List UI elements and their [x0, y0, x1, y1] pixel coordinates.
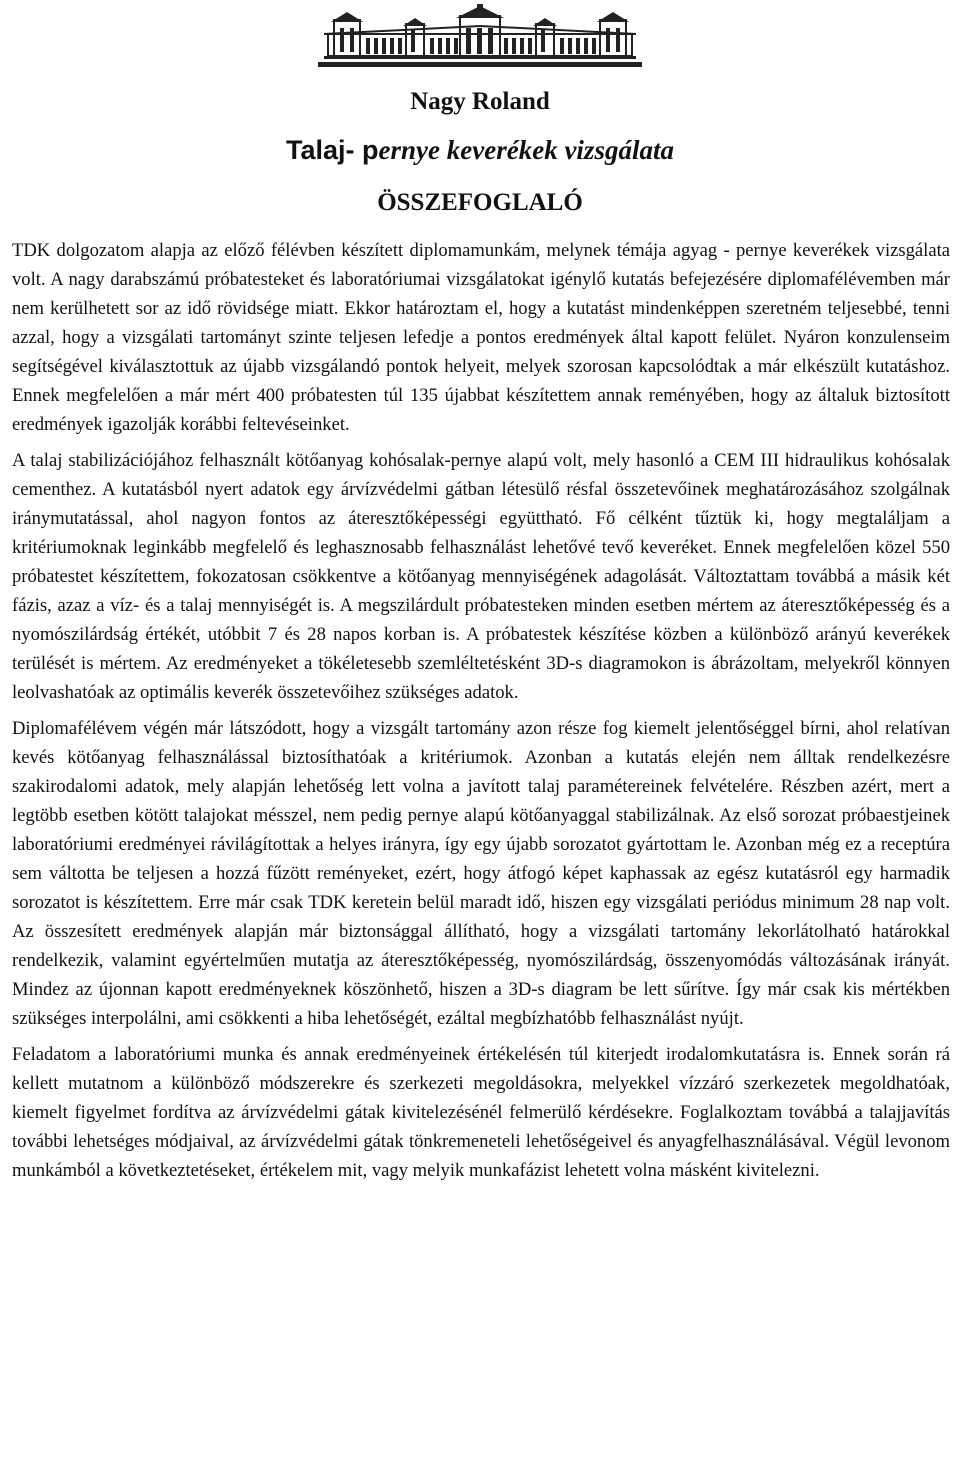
- paragraph: Diplomafélévem végén már látszódott, hogy a vizsgált tartomány azon része fog kiemelt jelentőséggel bírni, ahol relatívan kevés kötőanyag felhasználással biztosíthatóak a kritériumok. Azonban a kutatás elején nem álltak rendelkezésre szakirodalomi adatok, mely alapján lehetőség lett volna a javított talaj paramétereinek felvételére. Részben azért, mert a legtöbb esetben kötött talajokat mésszel, nem pedig pernye alapú kötőanyaggal stabilizálnak. Az első sorozat próbaestjeinek laboratóriumi eredményei rávilágítottak a helyes irányra, így egy újabb sorozatot gyártottam le. Azonban még ez a receptúra sem váltotta be teljesen a hozzá fűzött reményeket, ezért, hogy átfogó képet kaphassak az egész kutatásról egy harmadik sorozatot is készítettem. Erre már csak TDK keretein belül maradt idő, hiszen egy vizsgálati periódus minimum 28 nap volt. Az összesített eredmények alapján már biztonsággal állítható, hogy a vizsgálati tartomány lekorlátolható határokkal rendelkezik, valamint egyértelműen mutatja az áteresztőképesség, nyomószilárdság, összenyomódás változásának irányát. Mindez az újonnan kapott eredményeknek köszönhető, hiszen a 3D-s diagram be lett sűrítve. Így már csak kis mértékben szükséges interpolálni, ami csökkenti a hiba lehetőségét, ezáltal megbízhatóbb felhasználást nyújt.: [12, 718, 950, 1029]
- university-building-logo: [314, 4, 646, 70]
- paragraph: A talaj stabilizációjához felhasznált kötőanyag kohósalak-pernye alapú volt, mely hasonló a CEM III hidraulikus kohósalak cementhez. A kutatásból nyert adatok egy árvízvédelmi gátban létesülő résfal összetevőinek meghatározásához szolgálnak iránymutatással, ahol nagyon fontos az áteresztőképességi együttható. Fő célként tűztük ki, hogy megtaláljam a kritériumoknak leginkább megfelelő és leghasznosabb felhasználást lehetővé tevő keveréket. Ennek megfelelően közel 550 próbatestet készítettem, fokozatosan csökkentve a kötőanyag mennyiségének adagolását. Változtattam továbbá a másik két fázis, azaz a víz- és a talaj mennyiségét is. A megszilárdult próbatesteken minden esetben mértem az áteresztőképesség és a nyomószilárdság értékét, utóbbit 7 és 28 napos korban is. A próbatestek készítése közben a különböző arányú keverékek terülését is mértem. Az eredményeket a tökéletesebb szemléltetésként 3D-s diagramokon is ábrázoltam, melyekről könnyen leolvashatóak az optimális keverék összetevőihez szükséges adatok.: [12, 450, 950, 703]
- paragraph: TDK dolgozatom alapja az előző félévben készített diplomamunkám, melynek témája agyag - pernye keverékek vizsgálata volt. A nagy darabszámú próbatesteket és laboratóriumai vizsgálatokat igénylő kutatás befejezésére diplomafélévemben már nem kerülhetett sor az idő rövidsége miatt. Ekkor határoztam el, hogy a kutatást mindenképpen szeretném teljesebbé, tenni azzal, hogy a vizsgálati tartományt szinte teljesen lefedje a pontos eredmények által kapott felület. Nyáron konzulenseim segítségével kiválasztottuk az újabb vizsgálandó pontok helyeit, melyek szorosan kapcsolódtak a már elkészült kutatáshoz. Ennek megfelelően a már mért 400 próbatesten túl 135 újabbat készítettem annak reményében, hogy az általuk biztosított eredmények igazolják korábbi feltevéseinket.: [12, 240, 950, 435]
- author-name: Nagy Roland: [410, 88, 550, 115]
- paragraph: Feladatom a laboratóriumi munka és annak eredményeinek értékelésén túl kiterjedt irodalomkutatásra is. Ennek során rá kellett mutatnom a különböző módszerekre és szerkezeti megoldásokra, melyekkel vízzáró szerkezetek megoldhatóak, kiemelt figyelmet fordítva az árvízvédelmi gátak kivitelezésénél felmerülő kérdésekre. Foglalkoztam továbbá a talajjavítás további lehetséges módjaival, az árvízvédelmi gátak tönkremeneteli lehetőségeivel és anyagfelhasználásával. Végül levonom munkámból a következtetéseket, értékelem mit, vagy melyik munkafázist lehetett volna másként kivitelezni.: [12, 1044, 950, 1181]
- title-part-2: ernye keverékek vizsgálata: [378, 135, 674, 165]
- section-heading: ÖSSZEFOGLALÓ: [377, 189, 583, 216]
- document-title: [0, 132, 960, 168]
- title-part-1: Talaj- p: [286, 135, 379, 165]
- abstract-body: [12, 236, 950, 1192]
